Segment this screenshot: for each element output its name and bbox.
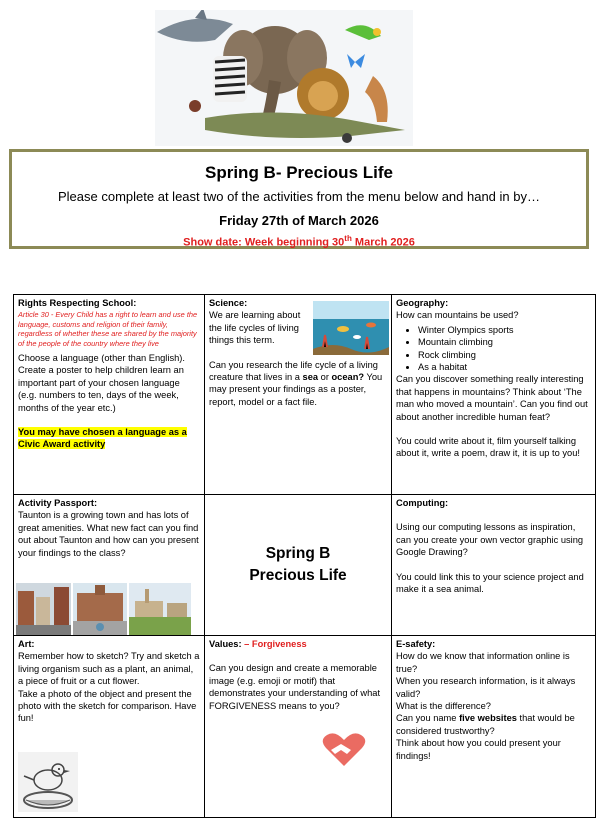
values-body: Can you design and create a memorable image (e.g. emoji or motif) that demonstrates your understanding of what FORGIVENESS means to you? [209, 663, 381, 711]
geography-heading: Geography: [396, 298, 449, 308]
passport-body: Taunton is a growing town and has lots of great amenities. What new fact can you find out about Taunton and how can you present your findings to the class? [18, 510, 199, 558]
esafety-q3: What is the difference? [396, 701, 491, 712]
cell-art [14, 636, 205, 817]
esafety-q1: How do we know that information online is true? [396, 651, 570, 674]
cell-science [205, 295, 392, 495]
ocean-life-image [313, 301, 389, 355]
rrs-heading: Rights Respecting School: [18, 298, 137, 308]
rrs-article: Article 30 - Every Child has a right to learn and use the language, customs and religion of their family, regardless of whether these are shared by the majority of the people of the country where they live [18, 310, 198, 348]
center-heading: Spring B Precious Life [249, 545, 347, 584]
due-date: Friday 27th of March 2026 [219, 213, 379, 228]
esafety-heading: E-safety: [396, 639, 436, 649]
geography-outro: You could write about it, film yourself talking about it, write a poem, draw it, it is up to you! [396, 436, 580, 459]
heart-handshake-icon [321, 732, 367, 768]
geography-body: Can you discover something really interesting that happens in mountains? Think about ‘The man who moved a mountain’. Can you find out about another incredible human feat? [396, 374, 588, 422]
page-title: Spring B- Precious Life [205, 163, 393, 182]
taunton-square-photo [73, 583, 127, 635]
show-date: Show date: Week beginning 30th March 2026 [183, 234, 415, 249]
cell-activity-passport [14, 495, 205, 636]
cell-esafety [392, 636, 595, 817]
esafety-q2: When you research information, is it always valid? [396, 676, 576, 699]
rrs-highlight: You may have chosen a language as a Civic Award activity [18, 427, 187, 450]
taunton-street-photo [16, 583, 71, 635]
art-body-1: Remember how to sketch? Try and sketch a living organism such as a plant, an animal, a piece of fruit or a cut flower. [18, 651, 200, 687]
esafety-q5: Think about how you could present your findings! [396, 738, 561, 761]
science-intro: We are learning about the life cycles of living things this term. [209, 310, 301, 346]
rrs-body: Choose a language (other than English). Create a poster to help children learn an important part of your chosen language (e.g. numbers to ten, days of the week, months of the year etc.) [18, 353, 185, 413]
esafety-q4: Can you name five websites that would be considered trustworthy? [396, 713, 575, 736]
activity-grid [13, 294, 596, 818]
bird-sketch-image [18, 752, 78, 812]
computing-heading: Computing: [396, 498, 449, 508]
list-item: • As a habitat [418, 361, 591, 373]
geography-list [396, 324, 591, 374]
title-box [9, 149, 589, 249]
cell-center-title [205, 495, 392, 636]
values-heading: Values: – Forgiveness [209, 639, 307, 649]
list-item: • Winter Olympics sports [418, 324, 591, 336]
cell-rights-respecting-school [14, 295, 205, 495]
science-body: Can you research the life cycle of a living creature that lives in a sea or ocean? You may present your findings as a poster, report, model or a fact file. [209, 359, 383, 407]
cell-values [205, 636, 392, 817]
computing-outro: You could link this to your science project and make it a sea animal. [396, 571, 584, 595]
list-item: • Rock climbing [418, 349, 591, 361]
taunton-park-photo [129, 583, 191, 635]
art-heading: Art: [18, 639, 35, 649]
computing-body: Using our computing lessons as inspiration, can you create your own vector graphic using Google Drawing? [396, 522, 584, 558]
cell-computing [392, 495, 595, 636]
passport-heading: Activity Passport: [18, 498, 98, 508]
list-item: • Mountain climbing [418, 336, 591, 348]
animal-collage-image [155, 10, 413, 146]
art-body-2: Take a photo of the object and present the photo with the sketch for comparison. Have fun! [18, 688, 197, 724]
cell-geography [392, 295, 595, 495]
instruction-text: Please complete at least two of the activities from the menu below and hand in by… [58, 189, 540, 204]
science-heading: Science: [209, 298, 248, 308]
geography-question: How can mountains be used? [396, 310, 519, 321]
